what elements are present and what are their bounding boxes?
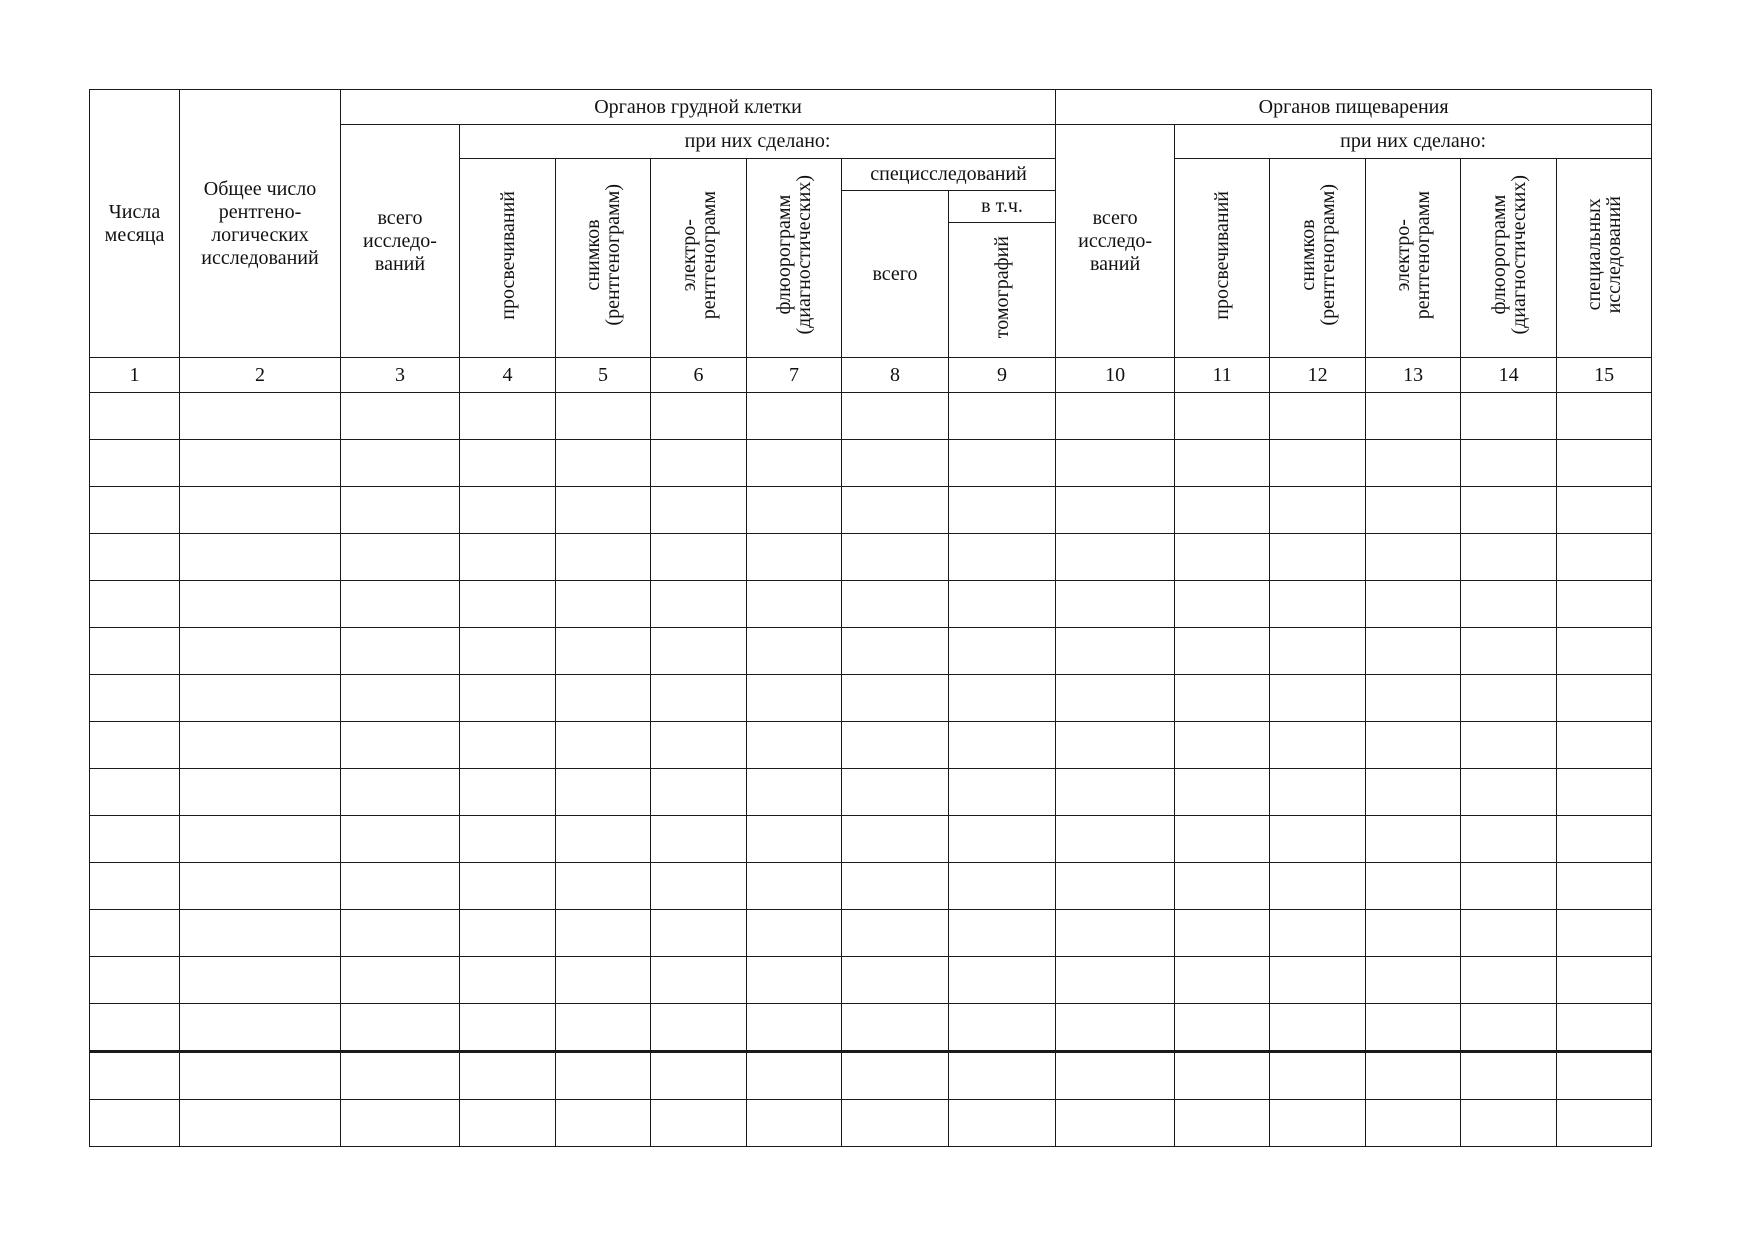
entry-cell[interactable] [341,816,460,863]
column-number: 15 [1557,358,1652,393]
entry-cell[interactable] [1270,957,1366,1004]
column-number: 11 [1175,358,1270,393]
entry-cell[interactable] [747,581,842,628]
column-number: 5 [556,358,651,393]
column-number: 9 [949,358,1056,393]
header-chest-tomograms: томографий [949,223,1056,358]
entry-cell[interactable] [747,863,842,910]
entry-cell[interactable] [341,957,460,1004]
table-row [90,863,1652,910]
entry-cell[interactable] [842,769,949,816]
column-numbers-row [90,358,1652,393]
entry-cell[interactable] [1175,957,1270,1004]
entry-cell[interactable] [842,910,949,957]
entry-cell[interactable] [1366,440,1461,487]
entry-cell[interactable] [1366,1052,1461,1100]
column-number: 3 [341,358,460,393]
entry-cell[interactable] [1461,722,1557,769]
table-row [90,816,1652,863]
entry-cell[interactable] [1175,487,1270,534]
entry-cell[interactable] [842,393,949,440]
entry-cell[interactable] [1557,1052,1652,1100]
entry-cell[interactable] [1175,393,1270,440]
entry-cell[interactable] [949,957,1056,1004]
entry-cell[interactable] [1366,863,1461,910]
entry-cell[interactable] [180,440,341,487]
entry-cell[interactable] [90,675,180,722]
entry-cell[interactable] [1366,816,1461,863]
entry-cell[interactable] [842,581,949,628]
header-digest-fluoroscopy: просвечиваний [1175,159,1270,358]
entry-cell[interactable] [949,534,1056,581]
entry-cell[interactable] [90,863,180,910]
entry-cell[interactable] [1461,863,1557,910]
entry-cell[interactable] [1270,816,1366,863]
entry-cell[interactable] [556,769,651,816]
column-number: 2 [180,358,341,393]
column-number: 13 [1366,358,1461,393]
table-row [90,1004,1652,1052]
header-digestive-organs: Органов пищеварения [1056,90,1652,125]
entry-cell[interactable] [341,581,460,628]
entry-cell[interactable] [651,863,747,910]
entry-cell[interactable] [747,816,842,863]
entry-cell[interactable] [949,816,1056,863]
entry-cell[interactable] [842,534,949,581]
entry-cell[interactable] [949,393,1056,440]
entry-cell[interactable] [1270,487,1366,534]
entry-cell[interactable] [1056,769,1175,816]
entry-cell[interactable] [949,1100,1056,1147]
entry-cell[interactable] [747,675,842,722]
entry-cell[interactable] [842,1100,949,1147]
column-number: 4 [460,358,556,393]
entry-cell[interactable] [556,487,651,534]
header-chest-fluoroscopy: просвечиваний [460,159,556,358]
entry-cell[interactable] [1270,581,1366,628]
entry-cell[interactable] [460,769,556,816]
entry-cell[interactable] [90,957,180,1004]
entry-cell[interactable] [1270,769,1366,816]
entry-cell[interactable] [1175,1052,1270,1100]
entry-cell[interactable] [949,581,1056,628]
header-chest-electro: электро- рентгенограмм [651,159,747,358]
entry-cell[interactable] [556,957,651,1004]
entry-cell[interactable] [1461,581,1557,628]
entry-cell[interactable] [651,581,747,628]
entry-cell[interactable] [556,1004,651,1052]
entry-cell[interactable] [1056,1052,1175,1100]
entry-cell[interactable] [341,393,460,440]
entry-cell[interactable] [949,440,1056,487]
entry-cell[interactable] [949,628,1056,675]
entry-cell[interactable] [1056,440,1175,487]
entry-cell[interactable] [1461,957,1557,1004]
entry-cell[interactable] [180,487,341,534]
entry-cell[interactable] [556,628,651,675]
entry-cell[interactable] [1056,1004,1175,1052]
entry-cell[interactable] [460,1100,556,1147]
entry-cell[interactable] [1175,675,1270,722]
entry-cell[interactable] [1270,675,1366,722]
entry-cell[interactable] [747,957,842,1004]
entry-cell[interactable] [1461,910,1557,957]
column-number: 1 [90,358,180,393]
table-row [90,393,1652,440]
entry-cell[interactable] [460,957,556,1004]
entry-cell[interactable] [556,534,651,581]
entry-cell[interactable] [1461,1004,1557,1052]
entry-cell[interactable] [341,722,460,769]
entry-cell[interactable] [651,440,747,487]
entry-cell[interactable] [1270,910,1366,957]
entry-cell[interactable] [1056,816,1175,863]
entry-cell[interactable] [556,910,651,957]
header-digest-electro: электро- рентгенограмм [1366,159,1461,358]
entry-cell[interactable] [1557,487,1652,534]
entry-cell[interactable] [1461,1100,1557,1147]
header-chest-including: в т.ч. [949,191,1056,223]
header-digest-total: всего исследо- ваний [1056,125,1175,358]
entry-cell[interactable] [90,534,180,581]
header-chest-radiograms: снимков (рентгенограмм) [556,159,651,358]
entry-cell[interactable] [1557,910,1652,957]
entry-cell[interactable] [341,1100,460,1147]
entry-cell[interactable] [460,534,556,581]
entry-cell[interactable] [1461,393,1557,440]
entry-cell[interactable] [651,628,747,675]
entry-cell[interactable] [747,1100,842,1147]
entry-cell[interactable] [180,534,341,581]
entry-cell[interactable] [90,910,180,957]
table-row [90,675,1652,722]
entry-cell[interactable] [1461,1052,1557,1100]
entry-cell[interactable] [651,1004,747,1052]
entry-cell[interactable] [556,581,651,628]
entry-cell[interactable] [747,440,842,487]
entry-cell[interactable] [747,1052,842,1100]
entry-cell[interactable] [460,393,556,440]
entry-cell[interactable] [1056,628,1175,675]
entry-cell[interactable] [747,487,842,534]
entry-cell[interactable] [651,1100,747,1147]
entry-cell[interactable] [1366,769,1461,816]
table-row [90,628,1652,675]
entry-cell[interactable] [341,863,460,910]
entry-cell[interactable] [651,816,747,863]
table-row [90,910,1652,957]
entry-cell[interactable] [90,581,180,628]
entry-cell[interactable] [460,675,556,722]
entry-cell[interactable] [1175,722,1270,769]
entry-cell[interactable] [341,910,460,957]
entry-cell[interactable] [949,1052,1056,1100]
column-number: 7 [747,358,842,393]
entry-cell[interactable] [1366,957,1461,1004]
entry-cell[interactable] [180,863,341,910]
entry-cell[interactable] [556,440,651,487]
entry-cell[interactable] [460,581,556,628]
entry-cell[interactable] [651,769,747,816]
entry-cell[interactable] [1557,957,1652,1004]
entry-cell[interactable] [1557,863,1652,910]
entry-cell[interactable] [1461,816,1557,863]
entry-cell[interactable] [180,1052,341,1100]
xray-log-table [89,89,1652,1147]
entry-cell[interactable] [1557,440,1652,487]
entry-cell[interactable] [1270,534,1366,581]
entry-cell[interactable] [341,440,460,487]
entry-cell[interactable] [1366,1100,1461,1147]
entry-cell[interactable] [651,722,747,769]
header-chest-organs: Органов грудной клетки [341,90,1056,125]
entry-cell[interactable] [460,487,556,534]
table-row [90,722,1652,769]
entry-cell[interactable] [1366,581,1461,628]
entry-cell[interactable] [1175,440,1270,487]
entry-cell[interactable] [1270,863,1366,910]
column-number: 6 [651,358,747,393]
entry-cell[interactable] [556,1052,651,1100]
entry-cell[interactable] [556,816,651,863]
entry-cell[interactable] [1461,487,1557,534]
entry-cell[interactable] [90,393,180,440]
entry-cell[interactable] [1557,722,1652,769]
entry-cell[interactable] [651,487,747,534]
entry-cell[interactable] [651,675,747,722]
entry-cell[interactable] [1461,628,1557,675]
entry-cell[interactable] [1175,628,1270,675]
entry-cell[interactable] [747,769,842,816]
entry-cell[interactable] [460,910,556,957]
entry-cell[interactable] [180,816,341,863]
entry-cell[interactable] [460,863,556,910]
entry-cell[interactable] [651,534,747,581]
header-digest-done: при них сделано: [1175,125,1652,159]
entry-cell[interactable] [556,722,651,769]
entry-cell[interactable] [1175,1004,1270,1052]
entry-cell[interactable] [1175,534,1270,581]
entry-cell[interactable] [1366,722,1461,769]
entry-cell[interactable] [1056,534,1175,581]
entry-cell[interactable] [1056,722,1175,769]
entry-cell[interactable] [556,1100,651,1147]
entry-cell[interactable] [180,1004,341,1052]
table-row [90,487,1652,534]
entry-cell[interactable] [1056,863,1175,910]
entry-cell[interactable] [1270,440,1366,487]
entry-cell[interactable] [1366,910,1461,957]
entry-cell[interactable] [1056,910,1175,957]
column-number: 14 [1461,358,1557,393]
entry-cell[interactable] [90,487,180,534]
entry-cell[interactable] [842,816,949,863]
column-number: 10 [1056,358,1175,393]
entry-cell[interactable] [1366,393,1461,440]
entry-cell[interactable] [842,722,949,769]
entry-cell[interactable] [949,722,1056,769]
entry-cell[interactable] [842,628,949,675]
entry-cell[interactable] [1557,1004,1652,1052]
entry-cell[interactable] [842,863,949,910]
entry-cell[interactable] [842,487,949,534]
header-digest-radiograms: снимков (рентгенограмм) [1270,159,1366,358]
entry-cell[interactable] [651,393,747,440]
entry-cell[interactable] [1270,628,1366,675]
entry-cell[interactable] [341,769,460,816]
entry-cell[interactable] [842,1052,949,1100]
entry-cell[interactable] [1557,1100,1652,1147]
entry-cell[interactable] [1056,581,1175,628]
entry-cell[interactable] [1366,628,1461,675]
entry-cell[interactable] [651,957,747,1004]
entry-cell[interactable] [180,393,341,440]
entry-cell[interactable] [949,675,1056,722]
entry-cell[interactable] [460,440,556,487]
entry-cell[interactable] [1270,393,1366,440]
entry-cell[interactable] [90,722,180,769]
column-number: 12 [1270,358,1366,393]
entry-cell[interactable] [747,722,842,769]
header-month-days: Числа месяца [90,90,180,358]
entry-cell[interactable] [341,534,460,581]
entry-cell[interactable] [1270,1052,1366,1100]
entry-cell[interactable] [180,628,341,675]
header-chest-special-total: всего [842,191,949,358]
entry-cell[interactable] [90,1052,180,1100]
entry-cell[interactable] [747,1004,842,1052]
entry-cell[interactable] [1366,1004,1461,1052]
entry-cell[interactable] [90,628,180,675]
header-total-xray-studies: Общее число рентгено- логических исследований [180,90,341,358]
entry-cell[interactable] [1557,393,1652,440]
entry-cell[interactable] [90,1100,180,1147]
entry-cell[interactable] [1056,487,1175,534]
header-chest-fluorograms: флюорограмм (диагностических) [747,159,842,358]
table-row [90,957,1652,1004]
entry-cell[interactable] [180,769,341,816]
table-row [90,1052,1652,1100]
entry-cell[interactable] [180,957,341,1004]
entry-cell[interactable] [747,393,842,440]
entry-cell[interactable] [180,722,341,769]
entry-cell[interactable] [180,910,341,957]
entry-cell[interactable] [651,910,747,957]
entry-cell[interactable] [1056,957,1175,1004]
entry-cell[interactable] [1366,675,1461,722]
entry-cell[interactable] [949,1004,1056,1052]
entry-cell[interactable] [1557,628,1652,675]
entry-cell[interactable] [1461,675,1557,722]
table-row [90,581,1652,628]
table-row [90,534,1652,581]
entry-cell[interactable] [1175,581,1270,628]
entry-cell[interactable] [1056,1100,1175,1147]
header-chest-special: специсследований [842,159,1056,191]
entry-cell[interactable] [842,1004,949,1052]
table-row [90,1100,1652,1147]
entry-cell[interactable] [1557,581,1652,628]
entry-cell[interactable] [556,863,651,910]
entry-cell[interactable] [1175,863,1270,910]
column-number: 8 [842,358,949,393]
entry-cell[interactable] [90,816,180,863]
entry-cell[interactable] [1270,1004,1366,1052]
table-row [90,440,1652,487]
entry-cell[interactable] [1175,1100,1270,1147]
entry-cell[interactable] [180,1100,341,1147]
entry-cell[interactable] [180,581,341,628]
entry-cell[interactable] [1056,393,1175,440]
entry-cell[interactable] [842,675,949,722]
entry-cell[interactable] [341,1004,460,1052]
entry-cell[interactable] [1056,675,1175,722]
entry-cell[interactable] [556,393,651,440]
entry-cell[interactable] [1175,769,1270,816]
entry-cell[interactable] [1557,675,1652,722]
entry-cell[interactable] [90,1004,180,1052]
entry-cell[interactable] [180,675,341,722]
entry-cell[interactable] [651,1052,747,1100]
header-digest-fluorograms: флюорограмм (диагностических) [1461,159,1557,358]
entry-cell[interactable] [460,628,556,675]
entry-cell[interactable] [1175,910,1270,957]
entry-cell[interactable] [1461,440,1557,487]
entry-cell[interactable] [949,487,1056,534]
entry-cell[interactable] [341,675,460,722]
entry-cell[interactable] [90,769,180,816]
entry-cell[interactable] [460,722,556,769]
entry-cell[interactable] [1557,534,1652,581]
header-chest-total: всего исследо- ваний [341,125,460,358]
entry-cell[interactable] [460,816,556,863]
entry-cell[interactable] [460,1052,556,1100]
entry-cell[interactable] [1175,816,1270,863]
entry-cell[interactable] [842,957,949,1004]
entry-cell[interactable] [1461,769,1557,816]
header-chest-done: при них сделано: [460,125,1056,159]
entry-cell[interactable] [341,1052,460,1100]
entry-cell[interactable] [949,863,1056,910]
entry-cell[interactable] [556,675,651,722]
entry-cell[interactable] [1557,769,1652,816]
entry-cell[interactable] [949,769,1056,816]
entry-cell[interactable] [1270,1100,1366,1147]
entry-cell[interactable] [747,628,842,675]
entry-cell[interactable] [747,534,842,581]
entry-cell[interactable] [460,1004,556,1052]
entry-cell[interactable] [341,628,460,675]
entry-cell[interactable] [842,440,949,487]
entry-cell[interactable] [949,910,1056,957]
entry-cell[interactable] [341,487,460,534]
header-digest-special: специальных исследований [1557,159,1652,358]
entry-cell[interactable] [1461,534,1557,581]
entry-cell[interactable] [1366,534,1461,581]
entry-cell[interactable] [1557,816,1652,863]
entry-cell[interactable] [90,440,180,487]
table-row [90,769,1652,816]
entry-cell[interactable] [747,910,842,957]
entry-cell[interactable] [1270,722,1366,769]
entry-cell[interactable] [1366,487,1461,534]
